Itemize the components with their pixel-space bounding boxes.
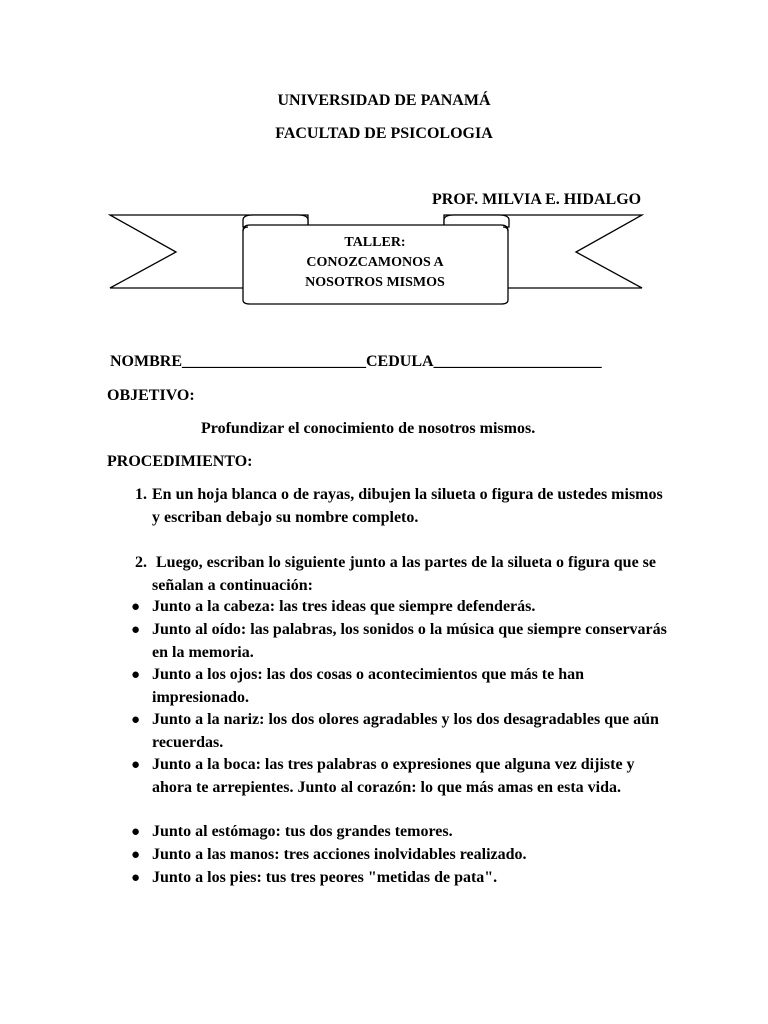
list-item bbox=[107, 754, 667, 799]
professor-name: PROF. MILVIA E. HIDALGO bbox=[432, 191, 642, 208]
step-text: En un hoja blanca o de rayas, dibujen la silueta o figura de ustedes mismos y escriban debajo su nombre completo. bbox=[152, 486, 663, 526]
university-title: UNIVERSIDAD DE PANAMÁ bbox=[277, 92, 491, 109]
bullet-icon: ● bbox=[131, 599, 141, 615]
objective-heading: OBJETIVO: bbox=[107, 387, 195, 404]
bullet-icon: ● bbox=[131, 870, 141, 886]
step-number: 1. bbox=[135, 486, 147, 503]
banner-line-3: NOSOTROS MISMOS bbox=[305, 275, 445, 290]
list-item bbox=[107, 596, 667, 619]
procedure-step bbox=[107, 552, 667, 597]
bullet-icon: ● bbox=[131, 622, 141, 638]
list-item bbox=[107, 821, 667, 844]
faculty-title: FACULTAD DE PSICOLOGIA bbox=[275, 125, 493, 142]
list-item-text: Junto a la nariz: los dos olores agradables y los dos desagradables que aún recuerdas. bbox=[152, 711, 659, 751]
list-item-text: Junto a las manos: tres acciones inolvidables realizado. bbox=[152, 846, 527, 863]
list-item-text: Junto al estómago: tus dos grandes temores. bbox=[152, 823, 453, 840]
banner-line-1: TALLER: bbox=[344, 235, 406, 250]
step-text: Luego, escriban lo siguiente junto a las partes de la silueta o figura que se señalan a continuación: bbox=[152, 554, 661, 594]
list-item-text: Junto a la boca: las tres palabras o expresiones que alguna vez dijiste y ahora te arrepientes. Junto al corazón: lo que más amas en esta vida. bbox=[152, 756, 635, 796]
procedure-step bbox=[107, 484, 667, 529]
list-item-text: Junto a la cabeza: las tres ideas que siempre defenderás. bbox=[152, 598, 536, 615]
list-item-text: Junto a los pies: tus tres peores "metidas de pata". bbox=[152, 869, 498, 886]
bullet-icon: ● bbox=[131, 667, 141, 683]
bullet-icon: ● bbox=[131, 824, 141, 840]
list-item bbox=[107, 844, 667, 867]
banner-title bbox=[243, 233, 507, 293]
list-item bbox=[107, 619, 667, 664]
banner-line-2: CONOZCAMONOS A bbox=[306, 255, 444, 270]
objective-text: Profundizar el conocimiento de nosotros mismos. bbox=[201, 420, 536, 437]
list-item-text: Junto a los ojos: las dos cosas o acontecimientos que más te han impresionado. bbox=[152, 666, 585, 706]
list-item bbox=[107, 867, 667, 890]
bullet-icon: ● bbox=[131, 712, 141, 728]
bullet-icon: ● bbox=[131, 757, 141, 773]
step-number: 2. bbox=[135, 554, 147, 571]
list-item bbox=[107, 664, 667, 709]
bullet-icon: ● bbox=[131, 847, 141, 863]
list-item bbox=[107, 709, 667, 754]
list-item-text: Junto al oído: las palabras, los sonidos o la música que siempre conservarás en la memoria. bbox=[152, 621, 667, 661]
name-id-field-line: NOMBRE_______________________CEDULA_____________________ bbox=[110, 353, 602, 370]
procedure-heading: PROCEDIMIENTO: bbox=[107, 453, 253, 470]
